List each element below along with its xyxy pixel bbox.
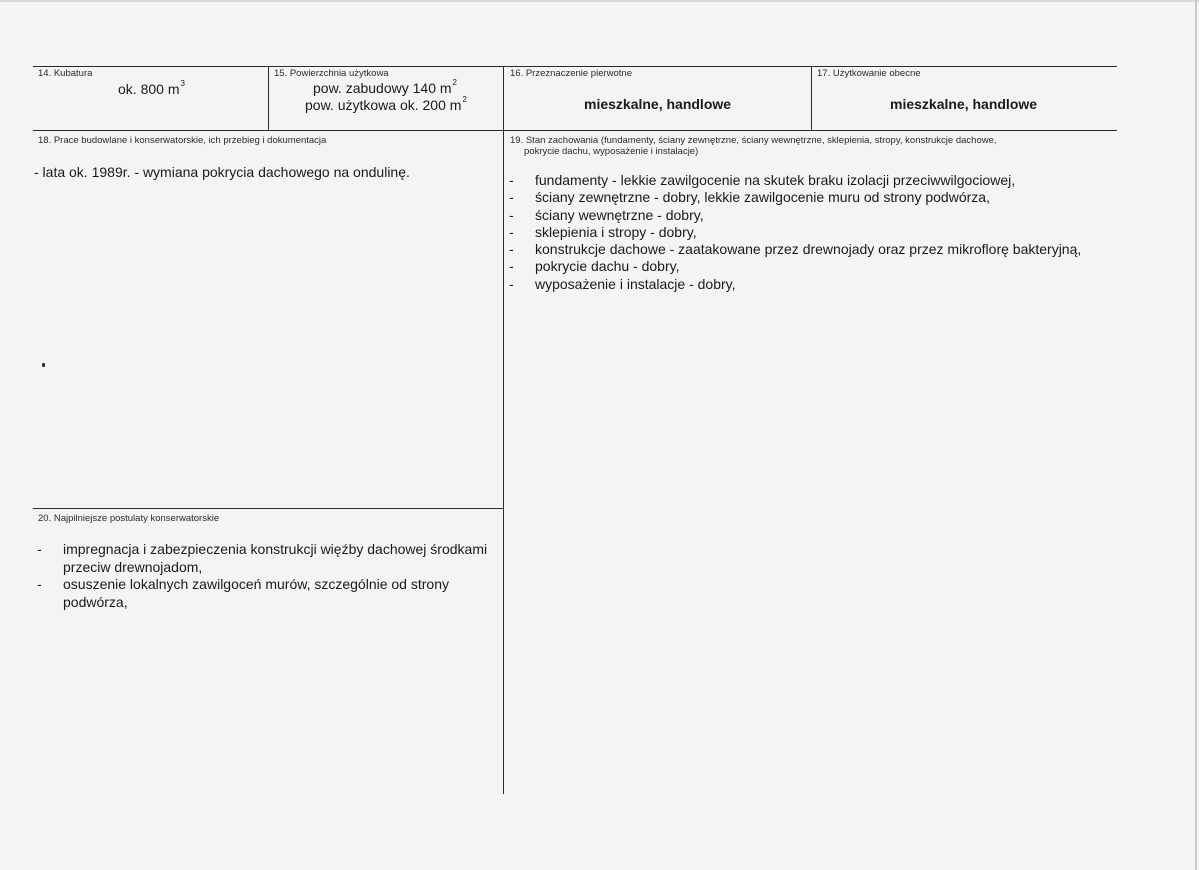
rule-row-separator [33, 130, 1117, 131]
field-15-built-area: pow. zabudowy 140 $m^2$ [313, 78, 457, 96]
divider-14-15 [268, 66, 269, 130]
stray-mark [42, 363, 45, 367]
scan-top-edge [0, 0, 1199, 2]
field-14-value: ok. 800 $m^3$ [118, 79, 185, 97]
list-item: - ściany wewnętrzne - dobry, [509, 206, 704, 223]
field-16-value: mieszkalne, handlowe [584, 96, 732, 112]
list-item: - impregnacja i zabezpieczenia konstrukcji więźby dachowej środkami przeciw drewnojadom, [37, 541, 488, 575]
list-item: - ściany zewnętrzne - dobry, lekkie zawilgocenie muru od strony podwórza, [509, 189, 990, 206]
field-19-label-line2: pokrycie dachu, wyposażenie i instalacje) [524, 146, 699, 157]
field-20-label: 20. Najpilniejsze postulaty konserwatorskie [38, 513, 220, 524]
field-19-label-line1: 19. Stan zachowania (fundamenty, ściany zewnętrzne, ściany wewnętrzne, sklepienia, stropy, konstrukcje dachowe, [510, 135, 997, 146]
field-18-label: 18. Prace budowlane i konserwatorskie, ich przebieg i dokumentacja [38, 135, 327, 146]
scan-right-edge [1195, 0, 1197, 870]
field-19-list [509, 172, 1081, 293]
list-item: - wyposażenie i instalacje - dobry, [509, 275, 736, 292]
field-15-label: 15. Powierzchnia użytkowa [274, 68, 389, 79]
list-item: - osuszenie lokalnych zawilgoceń murów, szczególnie od strony podwórza, [37, 576, 449, 610]
field-17-value: mieszkalne, handlowe [890, 96, 1038, 112]
field-18-text: - lata ok. 1989r. - wymiana pokrycia dachowego na ondulinę. [34, 164, 410, 180]
rule-top [33, 66, 1117, 67]
field-16-label: 16. Przeznaczenie pierwotne [510, 68, 632, 79]
list-item: - sklepienia i stropy - dobry, [509, 223, 697, 240]
list-item: - fundamenty - lekkie zawilgocenie na skutek braku izolacji przeciwwilgociowej, [509, 172, 1016, 188]
list-item: - pokrycie dachu - dobry, [509, 258, 680, 275]
field-20-list [37, 541, 508, 611]
divider-center [503, 66, 504, 794]
rule-section-20 [33, 508, 503, 509]
list-item: - konstrukcje dachowe - zaatakowane przez drewnojady oraz przez mikroflorę bakteryjną, [509, 241, 1082, 258]
field-15-usable-area: pow. użytkowa ok. 200 $m^2$ [305, 95, 467, 113]
field-14-label: 14. Kubatura [38, 68, 93, 79]
divider-16-17 [811, 66, 812, 130]
field-17-label: 17. Użytkowanie obecne [817, 68, 921, 79]
